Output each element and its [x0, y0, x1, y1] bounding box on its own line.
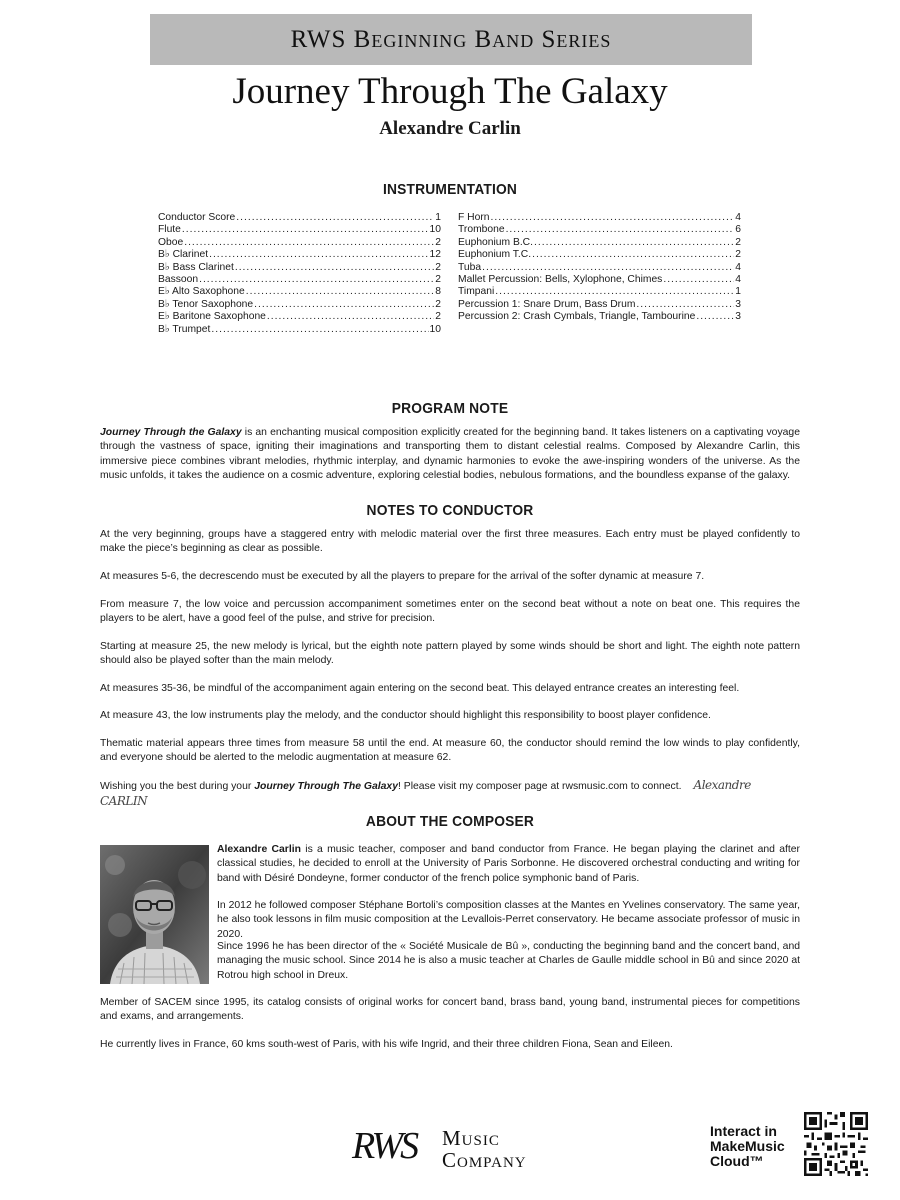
instrument-count: 1: [735, 286, 741, 298]
about-paragraph-2: In 2012 he followed composer Stéphane Bortoli’s composition classes at the Mantes en Yvelines conservatory. The same year, he also took lessons in film music composition at the Levallois-Perret conservatory. He became associate professor of music in 2020.: [217, 900, 800, 940]
instrument-row: [458, 299, 741, 311]
instrument-name: Conductor Score: [158, 212, 236, 223]
conductor-note: At measures 5-6, the decrescendo must be executed by all the players to prepare for the arrival of the softer dynamic at measure 7.: [100, 571, 705, 582]
instrument-name: Mallet Percussion: Bells, Xylophone, Chimes: [458, 274, 663, 286]
conductor-note: Thematic material appears three times from measure 58 until the end. At measure 60, the conductor should remind the low winds to play confidently, and everyone should be alerted to the melodic augmentation at measure 62.: [100, 738, 800, 764]
instrument-count: 8: [435, 286, 441, 298]
instrument-count: 4: [735, 261, 741, 273]
rws-music-company-logo: [352, 1112, 552, 1174]
about-p1-text: is a music teacher, composer and band conductor from France. He began playing the clarinet and after classical studies, he decided to enroll at the University of Paris Sorbonne. He discovered orchestral conducting and writing for band with Désiré Dondeyne, former conductor of the french police symphonic band of Paris.: [217, 844, 801, 884]
logo-line-2: Company: [442, 1148, 527, 1172]
instrument-count: 2: [735, 236, 741, 248]
instrument-name: Trombone: [458, 224, 505, 236]
notes-to-conductor-heading: NOTES TO CONDUCTOR: [366, 502, 534, 519]
instrument-row: [458, 249, 741, 261]
instrument-row: [458, 262, 741, 274]
interact-line-3: Cloud™: [710, 1153, 764, 1169]
program-note-text: [100, 426, 800, 484]
instrument-row: [158, 237, 441, 249]
instrumentation-heading: INSTRUMENTATION: [382, 181, 518, 198]
instrument-row: [158, 262, 441, 274]
instrument-row: [158, 311, 441, 323]
instrument-name: Tuba: [458, 261, 482, 273]
instrument-row: [458, 274, 741, 286]
instrument-count: 10: [429, 323, 441, 335]
closing-title: Journey Through The Galaxy: [254, 781, 398, 792]
conductor-closing: [100, 778, 800, 811]
instrument-name: Euphonium T.C.: [458, 249, 532, 261]
logo-mark: RWS: [352, 1125, 417, 1167]
about-composer-name: Alexandre Carlin: [217, 844, 301, 855]
instrument-name: E♭ Alto Saxophone: [158, 286, 245, 298]
composer-signature: Alexandre CARLIN: [100, 778, 751, 809]
instrument-name: E♭ Baritone Saxophone: [158, 311, 266, 323]
instrument-name: Flute: [158, 224, 181, 236]
piece-title: Journey Through The Galaxy: [232, 71, 668, 112]
instrument-name: Oboe: [158, 236, 184, 248]
instrument-name: Euphonium B.C.: [458, 236, 533, 248]
about-paragraph-5: He currently lives in France, 60 kms south-west of Paris, with his wife Ingrid, and their three children Fiona, Sean and Eileen.: [100, 1039, 673, 1050]
instrument-count: 1: [435, 212, 441, 223]
instrument-name: B♭ Clarinet: [158, 249, 209, 261]
logo-line-1: Music: [442, 1126, 500, 1150]
instrument-count: 2: [735, 249, 741, 261]
interact-line-2: MakeMusic: [710, 1138, 785, 1154]
instrument-name: Timpani: [458, 286, 495, 298]
composer-name: Alexandre Carlin: [379, 118, 521, 139]
conductor-note: At measures 35-36, be mindful of the accompaniment again entering on the second beat. This delayed entrance creates an interesting feel.: [100, 683, 740, 694]
instrument-count: 12: [429, 249, 441, 261]
instrumentation-list-left: [158, 212, 441, 336]
instrument-name: Percussion 1: Snare Drum, Bass Drum: [458, 298, 636, 310]
instrument-row: [458, 286, 741, 298]
instrument-row: [158, 286, 441, 298]
instrument-count: 10: [429, 224, 441, 236]
instrument-name: F Horn: [458, 212, 490, 223]
instrument-row: [458, 212, 741, 224]
series-banner: [150, 14, 752, 65]
composer-photo: [100, 845, 209, 984]
instrument-name: Percussion 2: Crash Cymbals, Triangle, Tambourine: [458, 311, 696, 323]
instrument-count: 2: [435, 311, 441, 323]
qr-code-icon[interactable]: [804, 1112, 868, 1176]
instrument-count: 2: [435, 261, 441, 273]
instrument-row: [158, 299, 441, 311]
instrument-row: [158, 224, 441, 236]
closing-prefix: Wishing you the best during your: [100, 781, 255, 792]
instrument-count: 2: [435, 236, 441, 248]
instrument-count: 3: [735, 298, 741, 310]
instrument-row: [158, 324, 441, 336]
about-composer-heading: ABOUT THE COMPOSER: [365, 813, 535, 830]
instrument-name: B♭ Trumpet: [158, 323, 211, 335]
instrument-count: 3: [735, 311, 741, 323]
instrument-count: 2: [435, 274, 441, 286]
makemusic-cloud-label[interactable]: [710, 1124, 785, 1169]
instrument-count: 2: [435, 298, 441, 310]
instrumentation-list-right: [458, 212, 741, 324]
instrument-row: [158, 274, 441, 286]
about-paragraph-4: Member of SACEM since 1995, its catalog consists of original works for concert band, brass band, young band, instrumental pieces for competitions and exams, and arrangements.: [100, 997, 800, 1023]
about-paragraph-3: Since 1996 he has been director of the « Société Musicale de Bû », conducting the beginning band and the concert band, and managing the music school. Since 2014 he is also a music teacher at Charles de Gaulle middle school in Bû and since 2020 at Rotrou high school in Dreux.: [217, 941, 800, 981]
about-paragraph-1: [217, 843, 800, 886]
instrument-name: B♭ Tenor Saxophone: [158, 298, 254, 310]
interact-line-1: Interact in: [710, 1123, 777, 1139]
instrument-name: B♭ Bass Clarinet: [158, 261, 234, 273]
conductor-note: Starting at measure 25, the new melody is lyrical, but the eighth note pattern played by some winds should be short and light. The eighth note pattern should also be played softer than the main melody.: [100, 641, 800, 667]
instrument-row: [458, 224, 741, 236]
conductor-note: At the very beginning, groups have a staggered entry with melodic material over the first three measures. Each entry must be played confidently to make the piece’s beginning as clear as possible.: [100, 529, 800, 555]
conductor-note: From measure 7, the low voice and percussion accompaniment sometimes enter on the second beat without a note on beat one. This requires the players to be alert, have a good feel of the pulse, and strive for precision.: [100, 599, 800, 625]
program-note-heading: PROGRAM NOTE: [391, 400, 509, 417]
program-note-body: is an enchanting musical composition explicitly created for the beginning band. It takes listeners on a captivating voyage through the vastness of space, igniting their imaginations and transporting them to distant celestial realms. Composed by Alexandre Carlin, this immersive piece combines vibrant melodies, rhythmic interplay, and dynamic harmonies to evoke the awe-inspiring wonders of the universe. As the music unfolds, it takes the audience on a cosmic adventure, exploring celestial bodies, nebulous formations, and the boundless expanse of the galaxy.: [100, 427, 800, 482]
instrument-count: 4: [735, 274, 741, 286]
instrument-row: [158, 249, 441, 261]
program-note-title: Journey Through the Galaxy: [100, 427, 242, 438]
instrument-name: Bassoon: [158, 274, 199, 286]
closing-suffix: ! Please visit my composer page at rwsmusic.com to connect.: [397, 781, 682, 792]
instrument-row: [158, 212, 441, 224]
instrument-count: 4: [735, 212, 741, 223]
composer-portrait-image: [100, 845, 209, 984]
instrument-count: 6: [735, 224, 741, 236]
conductor-note: At measure 43, the low instruments play the melody, and the conductor should highlight this responsibility to boost player confidence.: [100, 710, 711, 721]
series-title: RWS Beginning Band Series: [290, 25, 612, 53]
instrument-row: [458, 311, 741, 323]
instrument-row: [458, 237, 741, 249]
